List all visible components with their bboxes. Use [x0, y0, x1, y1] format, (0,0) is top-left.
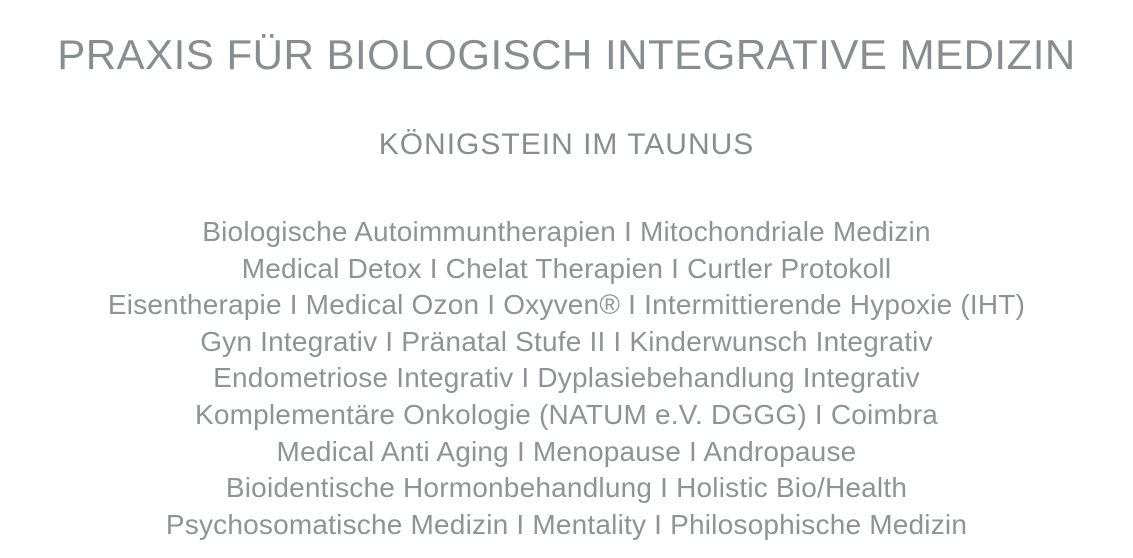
service-line: Biologische Autoimmuntherapien I Mitochondriale Medizin: [202, 216, 931, 247]
service-line: Medical Detox I Chelat Therapien I Curtler Protokoll: [241, 252, 892, 284]
service-line: Gyn Integrativ I Pränatal Stufe II I Kinderwunsch Integrativ: [200, 325, 933, 357]
service-line: Psychosomatische Medizin I Mentality I Philosophische Medizin: [165, 508, 968, 540]
service-line: Bioidentische Hormonbehandlung I Holistic Bio/Health: [225, 472, 908, 504]
services-list: [0, 214, 1133, 543]
page-subtitle: KÖNIGSTEIN IM TAUNUS: [378, 128, 755, 161]
service-line: Eisentherapie I Medical Ozon I Oxyven® I Intermittierende Hypoxie (IHT): [107, 289, 1026, 321]
page-title: PRAXIS FÜR BIOLOGISCH INTEGRATIVE MEDIZIN: [57, 31, 1076, 78]
service-line: Medical Anti Aging I Menopause I Andropause: [276, 435, 857, 467]
service-line: Komplementäre Onkologie (NATUM e.V. DGGG) I Coimbra: [194, 398, 939, 430]
service-line: Endometriose Integrativ I Dyplasiebehandlung Integrativ: [213, 362, 920, 394]
